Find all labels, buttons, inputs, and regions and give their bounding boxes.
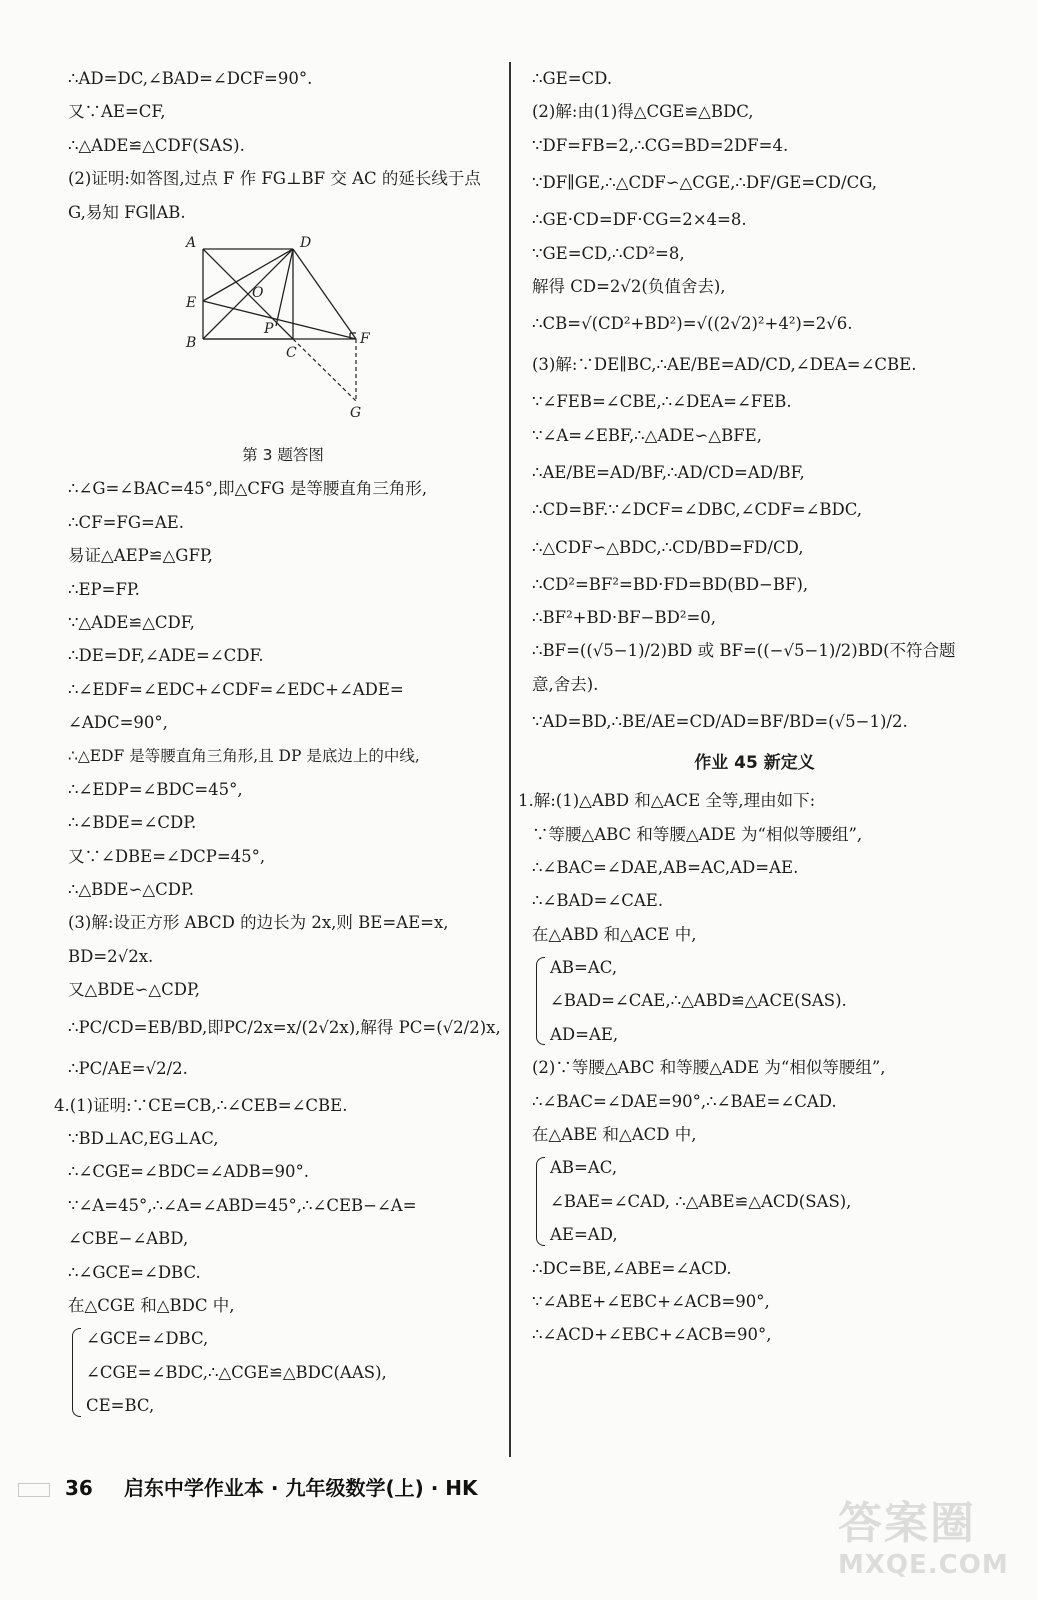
text-line: AB=AC, [550, 958, 618, 978]
label-A: A [186, 234, 197, 251]
text-line: (2)∵等腰△ABC 和等腰△ADE 为“相似等腰组”, [532, 1058, 886, 1078]
text-line: ∴∠BAC=∠DAE=90°,∴∠BAE=∠CAD. [532, 1091, 837, 1111]
page-footer [18, 1468, 478, 1508]
text-line: ∴△BDE∽△CDP. [68, 880, 194, 900]
text-line: ∴CB=√(CD²+BD²)=√((2√2)²+4²)=2√6. [532, 314, 853, 334]
text-line: ∴EP=FP. [68, 579, 140, 599]
text-line: ∴AE/BE=AD/BF,∴AD/CD=AD/BF, [532, 463, 805, 483]
left-column [54, 62, 501, 1423]
text-line: ∴PC/CD=EB/BD,即PC/2x=x/(2√2x),解得 PC=(√2/2)x, [68, 1017, 501, 1037]
square-figure-svg [168, 229, 368, 439]
text-line: ∴∠BAC=∠DAE,AB=AC,AD=AE. [532, 857, 799, 877]
text-line: ∠CGE=∠BDC,∴△CGE≌△BDC(AAS), [86, 1362, 387, 1382]
geometry-figure [68, 229, 498, 439]
text-line: ∵∠ABE+∠EBC+∠ACB=90°, [532, 1291, 770, 1311]
text-line: CE=BC, [86, 1396, 155, 1416]
text-line: ∵△ADE≌△CDF, [68, 612, 195, 632]
text-line: AE=AD, [550, 1225, 618, 1245]
text-line: ∴∠ACD+∠EBC+∠ACB=90°, [532, 1325, 772, 1345]
text-line: ∠BAE=∠CAD, ∴△ABE≌△ACD(SAS), [550, 1191, 852, 1211]
text-line: 又∵∠DBE=∠DCP=45°, [68, 846, 266, 866]
text-line: (2)证明:如答图,过点 F 作 FG⊥BF 交 AC 的延长线于点G,易知 FG∥AB. [68, 169, 481, 222]
page-number: 36 [64, 1476, 93, 1500]
text-line: 在△CGE 和△BDC 中, [68, 1295, 235, 1315]
text-line: ∴AD=DC,∠BAD=∠DCF=90°. [68, 69, 313, 88]
text-line: AB=AC, [550, 1158, 618, 1178]
text-line: ∵GE=CD,∴CD²=8, [532, 243, 685, 263]
label-F: F [360, 330, 370, 347]
watermark-url: MXQE.COM [838, 1550, 1009, 1580]
text-line: 又∵AE=CF, [68, 102, 166, 122]
text-line: ∴DC=BE,∠ABE=∠ACD. [532, 1258, 732, 1278]
text-line: ∠BAD=∠CAE,∴△ABD≌△ACE(SAS). [550, 991, 847, 1011]
text-line: ∴GE=CD. [532, 69, 613, 88]
text-line: ∴BF=((√5−1)/2)BD 或 BF=((−√5−1)/2)BD(不符合题意,舍去). [532, 641, 956, 694]
text-line: ∴∠G=∠BAC=45°,即△CFG 是等腰直角三角形, [68, 479, 428, 499]
book-title: 启东中学作业本 · 九年级数学(上) · HK [123, 1476, 478, 1500]
text-line: ∴∠CGE=∠BDC=∠ADB=90°. [68, 1162, 310, 1182]
text-line: ∵∠FEB=∠CBE,∴∠DEA=∠FEB. [532, 392, 792, 412]
text-line: 解得 CD=2√2(负值舍去), [532, 276, 726, 296]
text-line: ∵等腰△ABC 和等腰△ADE 为“相似等腰组”, [532, 824, 863, 844]
text-line: ∴∠EDF=∠EDC+∠CDF=∠EDC+∠ADE= [68, 679, 404, 699]
text-line: ∠CBE−∠ABD, [68, 1229, 189, 1249]
label-C: C [286, 344, 297, 361]
text-line: 又△BDE∽△CDP, [68, 980, 200, 1000]
text-line: ∴CD=BF.∵∠DCF=∠DBC,∠CDF=∠BDC, [532, 500, 863, 520]
label-O: O [252, 284, 264, 301]
text-line: ∵AD=BD,∴BE/AE=CD/AD=BF/BD=(√5−1)/2. [532, 712, 908, 732]
footer-decoration [18, 1483, 50, 1497]
text-line: (3)解:设正方形 ABCD 的边长为 2x,则 BE=AE=x, [68, 913, 449, 933]
watermark-logo [838, 1498, 1013, 1588]
column-divider [509, 62, 511, 1457]
section-title: 作业 45 新定义 [694, 753, 815, 774]
text-line: ∴∠EDP=∠BDC=45°, [68, 779, 243, 799]
text-line: ∴PC/AE=√2/2. [68, 1058, 188, 1078]
text-line: ∴△ADE≌△CDF(SAS). [68, 135, 245, 155]
figure-caption: 第 3 题答图 [242, 445, 324, 464]
text-line: ∴DE=DF,∠ADE=∠CDF. [68, 646, 264, 666]
label-D: D [300, 234, 312, 251]
equation-system [532, 951, 977, 1051]
text-line: (2)解:由(1)得△CGE≌△BDC, [532, 102, 754, 122]
text-line: ∠GCE=∠DBC, [86, 1329, 209, 1349]
text-line: ∠ADC=90°, [68, 713, 168, 733]
text-line: ∴∠GCE=∠DBC. [68, 1262, 201, 1282]
text-line: ∴△EDF 是等腰直角三角形,且 DP 是底边上的中线, [68, 746, 420, 765]
label-P: P [264, 320, 274, 337]
text-line: ∴CD²=BF²=BD·FD=BD(BD−BF), [532, 574, 809, 594]
text-line: ∴BF²+BD·BF−BD²=0, [532, 607, 717, 627]
text-line: BD=2√2x. [68, 946, 154, 966]
text-line: ∴∠BAD=∠CAE. [532, 891, 664, 911]
label-E: E [186, 294, 197, 311]
text-line: ∵DF=FB=2,∴CG=BD=2DF=4. [532, 135, 789, 155]
text-line: ∵∠A=45°,∴∠A=∠ABD=45°,∴∠CEB−∠A= [68, 1195, 417, 1215]
watermark-text: 答案圈 [838, 1498, 976, 1549]
text-line: ∴∠BDE=∠CDP. [68, 813, 197, 833]
text-line: ∴△CDF∽△BDC,∴CD/BD=FD/CD, [532, 537, 804, 557]
text-line: ∴GE·CD=DF·CG=2×4=8. [532, 210, 747, 230]
label-G: G [350, 404, 362, 421]
text-line: ∵DF∥GE,∴△CDF∽△CGE,∴DF/GE=CD/CG, [532, 173, 878, 193]
equation-system [532, 1151, 977, 1251]
label-B: B [186, 334, 197, 351]
text-line: 1.解:(1)△ABD 和△ACE 全等,理由如下: [518, 791, 816, 811]
text-line: AD=AE, [550, 1024, 619, 1044]
text-line: 在△ABE 和△ACD 中, [532, 1125, 697, 1145]
text-line: ∴CF=FG=AE. [68, 512, 185, 532]
text-line: 在△ABD 和△ACE 中, [532, 924, 697, 944]
equation-system [68, 1322, 498, 1422]
text-line: ∵BD⊥AC,EG⊥AC, [68, 1129, 219, 1149]
text-line: (3)解:∵DE∥BC,∴AE/BE=AD/CD,∠DEA=∠CBE. [532, 355, 917, 375]
text-line: 4.(1)证明:∵CE=CB,∴∠CEB=∠CBE. [54, 1095, 348, 1115]
right-column [518, 62, 977, 1352]
text-line: 易证△AEP≌△GFP, [68, 546, 213, 566]
text-line: ∵∠A=∠EBF,∴△ADE∽△BFE, [532, 425, 762, 445]
